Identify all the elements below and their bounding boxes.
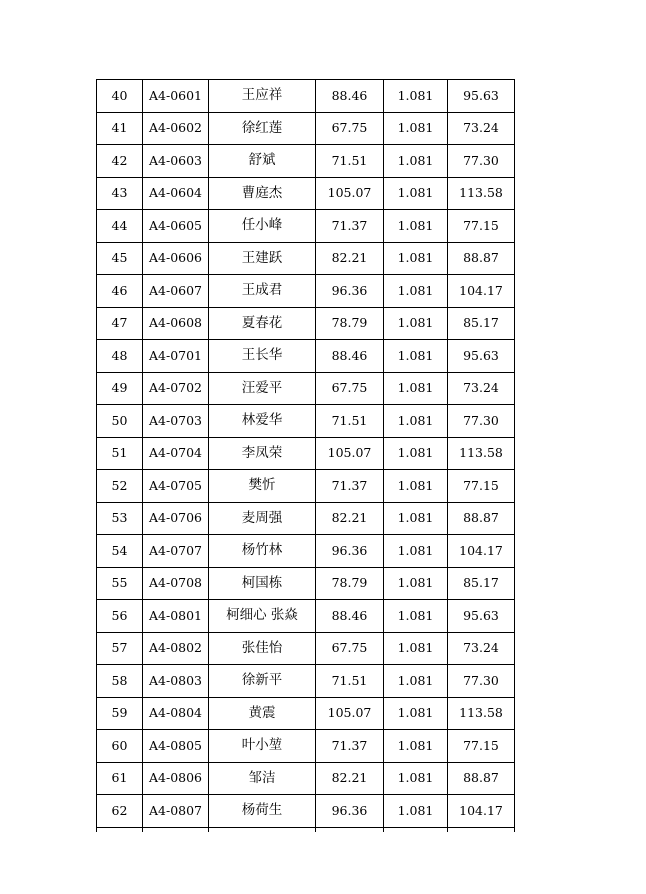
table-row bbox=[97, 795, 515, 828]
owner-name-cell: 黄震 bbox=[209, 697, 316, 730]
row-number-cell: 54 bbox=[97, 535, 143, 568]
table-row bbox=[97, 145, 515, 178]
owner-name-cell: 徐新平 bbox=[209, 665, 316, 698]
owner-name-cell: 王建跃 bbox=[209, 242, 316, 275]
coefficient-cell: 1.081 bbox=[384, 437, 448, 470]
table-row bbox=[97, 665, 515, 698]
coefficient-cell: 1.081 bbox=[384, 470, 448, 503]
unit-code-cell: A4-0603 bbox=[143, 145, 209, 178]
coefficient-cell: 1.081 bbox=[384, 242, 448, 275]
unit-code-cell: A4-0703 bbox=[143, 405, 209, 438]
row-number-cell: 62 bbox=[97, 795, 143, 828]
total-cell: 77.30 bbox=[448, 145, 515, 178]
unit-code-cell: A4-0604 bbox=[143, 177, 209, 210]
area-cell: 67.75 bbox=[316, 112, 384, 145]
unit-code-cell: A4-0805 bbox=[143, 730, 209, 763]
area-cell: 71.51 bbox=[316, 405, 384, 438]
area-cell: 105.07 bbox=[316, 437, 384, 470]
unit-code-cell: A4-0707 bbox=[143, 535, 209, 568]
owner-name-cell: 王长华 bbox=[209, 340, 316, 373]
coefficient-cell: 1.081 bbox=[384, 210, 448, 243]
row-number-cell: 46 bbox=[97, 275, 143, 308]
table-row bbox=[97, 340, 515, 373]
area-cell: 105.07 bbox=[316, 177, 384, 210]
owner-name-cell: 王应祥 bbox=[209, 80, 316, 113]
area-cell: 96.36 bbox=[316, 275, 384, 308]
unit-code-cell: A4-0706 bbox=[143, 502, 209, 535]
table-row bbox=[97, 730, 515, 763]
area-cell: 71.37 bbox=[316, 470, 384, 503]
total-cell: 88.87 bbox=[448, 502, 515, 535]
unit-code-cell: A4-0608 bbox=[143, 307, 209, 340]
coefficient-cell: 1.081 bbox=[384, 502, 448, 535]
unit-code-cell: A4-0806 bbox=[143, 762, 209, 795]
total-cell: 73.24 bbox=[448, 632, 515, 665]
coefficient-cell: 1.081 bbox=[384, 567, 448, 600]
total-cell: 113.58 bbox=[448, 177, 515, 210]
area-cell: 82.21 bbox=[316, 762, 384, 795]
coefficient-cell: 1.081 bbox=[384, 697, 448, 730]
row-number-cell: 51 bbox=[97, 437, 143, 470]
owner-name-cell: 任小峰 bbox=[209, 210, 316, 243]
area-cell: 71.51 bbox=[316, 145, 384, 178]
area-cell: 88.46 bbox=[316, 80, 384, 113]
coefficient-cell: 1.081 bbox=[384, 307, 448, 340]
row-number-cell: 57 bbox=[97, 632, 143, 665]
owner-name-cell: 汪爱平 bbox=[209, 372, 316, 405]
row-number-cell: 47 bbox=[97, 307, 143, 340]
table-row bbox=[97, 210, 515, 243]
owner-name-cell: 叶小堃 bbox=[209, 730, 316, 763]
continuation-cell bbox=[448, 827, 515, 832]
owner-name-cell: 柯细心 张焱 bbox=[209, 600, 316, 633]
row-number-cell: 45 bbox=[97, 242, 143, 275]
owner-name-cell: 王成君 bbox=[209, 275, 316, 308]
total-cell: 104.17 bbox=[448, 535, 515, 568]
coefficient-cell: 1.081 bbox=[384, 177, 448, 210]
coefficient-cell: 1.081 bbox=[384, 730, 448, 763]
row-number-cell: 56 bbox=[97, 600, 143, 633]
total-cell: 77.30 bbox=[448, 405, 515, 438]
coefficient-cell: 1.081 bbox=[384, 372, 448, 405]
table-row bbox=[97, 372, 515, 405]
table-row bbox=[97, 567, 515, 600]
total-cell: 95.63 bbox=[448, 80, 515, 113]
table-row bbox=[97, 80, 515, 113]
row-number-cell: 58 bbox=[97, 665, 143, 698]
owner-name-cell: 曹庭杰 bbox=[209, 177, 316, 210]
unit-code-cell: A4-0801 bbox=[143, 600, 209, 633]
area-cell: 71.37 bbox=[316, 210, 384, 243]
table-row-continuation bbox=[97, 827, 515, 832]
owner-name-cell: 李凤荣 bbox=[209, 437, 316, 470]
coefficient-cell: 1.081 bbox=[384, 600, 448, 633]
row-number-cell: 42 bbox=[97, 145, 143, 178]
total-cell: 85.17 bbox=[448, 567, 515, 600]
coefficient-cell: 1.081 bbox=[384, 340, 448, 373]
table-row bbox=[97, 697, 515, 730]
area-cell: 71.51 bbox=[316, 665, 384, 698]
total-cell: 77.15 bbox=[448, 470, 515, 503]
coefficient-cell: 1.081 bbox=[384, 275, 448, 308]
unit-code-cell: A4-0602 bbox=[143, 112, 209, 145]
coefficient-cell: 1.081 bbox=[384, 665, 448, 698]
row-number-cell: 60 bbox=[97, 730, 143, 763]
unit-code-cell: A4-0804 bbox=[143, 697, 209, 730]
area-cell: 78.79 bbox=[316, 567, 384, 600]
coefficient-cell: 1.081 bbox=[384, 632, 448, 665]
table-row bbox=[97, 177, 515, 210]
table-row bbox=[97, 762, 515, 795]
total-cell: 113.58 bbox=[448, 437, 515, 470]
area-cell: 82.21 bbox=[316, 242, 384, 275]
owner-name-cell: 樊忻 bbox=[209, 470, 316, 503]
area-cell: 67.75 bbox=[316, 632, 384, 665]
total-cell: 104.17 bbox=[448, 795, 515, 828]
unit-code-cell: A4-0702 bbox=[143, 372, 209, 405]
table-row bbox=[97, 405, 515, 438]
total-cell: 77.30 bbox=[448, 665, 515, 698]
row-number-cell: 40 bbox=[97, 80, 143, 113]
row-number-cell: 48 bbox=[97, 340, 143, 373]
row-number-cell: 61 bbox=[97, 762, 143, 795]
table-row bbox=[97, 242, 515, 275]
total-cell: 113.58 bbox=[448, 697, 515, 730]
unit-code-cell: A4-0601 bbox=[143, 80, 209, 113]
continuation-cell bbox=[97, 827, 143, 832]
unit-code-cell: A4-0606 bbox=[143, 242, 209, 275]
unit-code-cell: A4-0807 bbox=[143, 795, 209, 828]
table-row bbox=[97, 437, 515, 470]
area-cell: 96.36 bbox=[316, 535, 384, 568]
table-body bbox=[97, 80, 515, 832]
continuation-cell bbox=[143, 827, 209, 832]
area-cell: 67.75 bbox=[316, 372, 384, 405]
table-row bbox=[97, 502, 515, 535]
row-number-cell: 50 bbox=[97, 405, 143, 438]
unit-code-cell: A4-0607 bbox=[143, 275, 209, 308]
owner-name-cell: 林爱华 bbox=[209, 405, 316, 438]
owner-name-cell: 杨荷生 bbox=[209, 795, 316, 828]
total-cell: 73.24 bbox=[448, 372, 515, 405]
coefficient-cell: 1.081 bbox=[384, 795, 448, 828]
area-cell: 71.37 bbox=[316, 730, 384, 763]
area-cell: 105.07 bbox=[316, 697, 384, 730]
row-number-cell: 55 bbox=[97, 567, 143, 600]
total-cell: 88.87 bbox=[448, 242, 515, 275]
owner-area-table bbox=[96, 79, 515, 832]
area-cell: 88.46 bbox=[316, 340, 384, 373]
row-number-cell: 49 bbox=[97, 372, 143, 405]
coefficient-cell: 1.081 bbox=[384, 112, 448, 145]
owner-name-cell: 张佳怡 bbox=[209, 632, 316, 665]
owner-name-cell: 夏春花 bbox=[209, 307, 316, 340]
owner-name-cell: 舒斌 bbox=[209, 145, 316, 178]
unit-code-cell: A4-0705 bbox=[143, 470, 209, 503]
owner-name-cell: 邹洁 bbox=[209, 762, 316, 795]
table-row bbox=[97, 470, 515, 503]
owner-name-cell: 麦周强 bbox=[209, 502, 316, 535]
total-cell: 73.24 bbox=[448, 112, 515, 145]
total-cell: 85.17 bbox=[448, 307, 515, 340]
coefficient-cell: 1.081 bbox=[384, 762, 448, 795]
row-number-cell: 52 bbox=[97, 470, 143, 503]
row-number-cell: 41 bbox=[97, 112, 143, 145]
row-number-cell: 53 bbox=[97, 502, 143, 535]
coefficient-cell: 1.081 bbox=[384, 405, 448, 438]
area-cell: 96.36 bbox=[316, 795, 384, 828]
area-cell: 82.21 bbox=[316, 502, 384, 535]
row-number-cell: 44 bbox=[97, 210, 143, 243]
unit-code-cell: A4-0605 bbox=[143, 210, 209, 243]
unit-code-cell: A4-0802 bbox=[143, 632, 209, 665]
total-cell: 77.15 bbox=[448, 210, 515, 243]
continuation-cell bbox=[384, 827, 448, 832]
owner-name-cell: 柯国栋 bbox=[209, 567, 316, 600]
owner-name-cell: 徐红莲 bbox=[209, 112, 316, 145]
total-cell: 104.17 bbox=[448, 275, 515, 308]
total-cell: 88.87 bbox=[448, 762, 515, 795]
table-row bbox=[97, 632, 515, 665]
coefficient-cell: 1.081 bbox=[384, 80, 448, 113]
unit-code-cell: A4-0803 bbox=[143, 665, 209, 698]
area-cell: 88.46 bbox=[316, 600, 384, 633]
table-row bbox=[97, 112, 515, 145]
total-cell: 95.63 bbox=[448, 600, 515, 633]
total-cell: 95.63 bbox=[448, 340, 515, 373]
table-row bbox=[97, 275, 515, 308]
area-cell: 78.79 bbox=[316, 307, 384, 340]
owner-name-cell: 杨竹林 bbox=[209, 535, 316, 568]
table-row bbox=[97, 307, 515, 340]
coefficient-cell: 1.081 bbox=[384, 535, 448, 568]
row-number-cell: 59 bbox=[97, 697, 143, 730]
unit-code-cell: A4-0708 bbox=[143, 567, 209, 600]
unit-code-cell: A4-0704 bbox=[143, 437, 209, 470]
total-cell: 77.15 bbox=[448, 730, 515, 763]
coefficient-cell: 1.081 bbox=[384, 145, 448, 178]
continuation-cell bbox=[316, 827, 384, 832]
continuation-cell bbox=[209, 827, 316, 832]
table-row bbox=[97, 535, 515, 568]
unit-code-cell: A4-0701 bbox=[143, 340, 209, 373]
table-row bbox=[97, 600, 515, 633]
row-number-cell: 43 bbox=[97, 177, 143, 210]
